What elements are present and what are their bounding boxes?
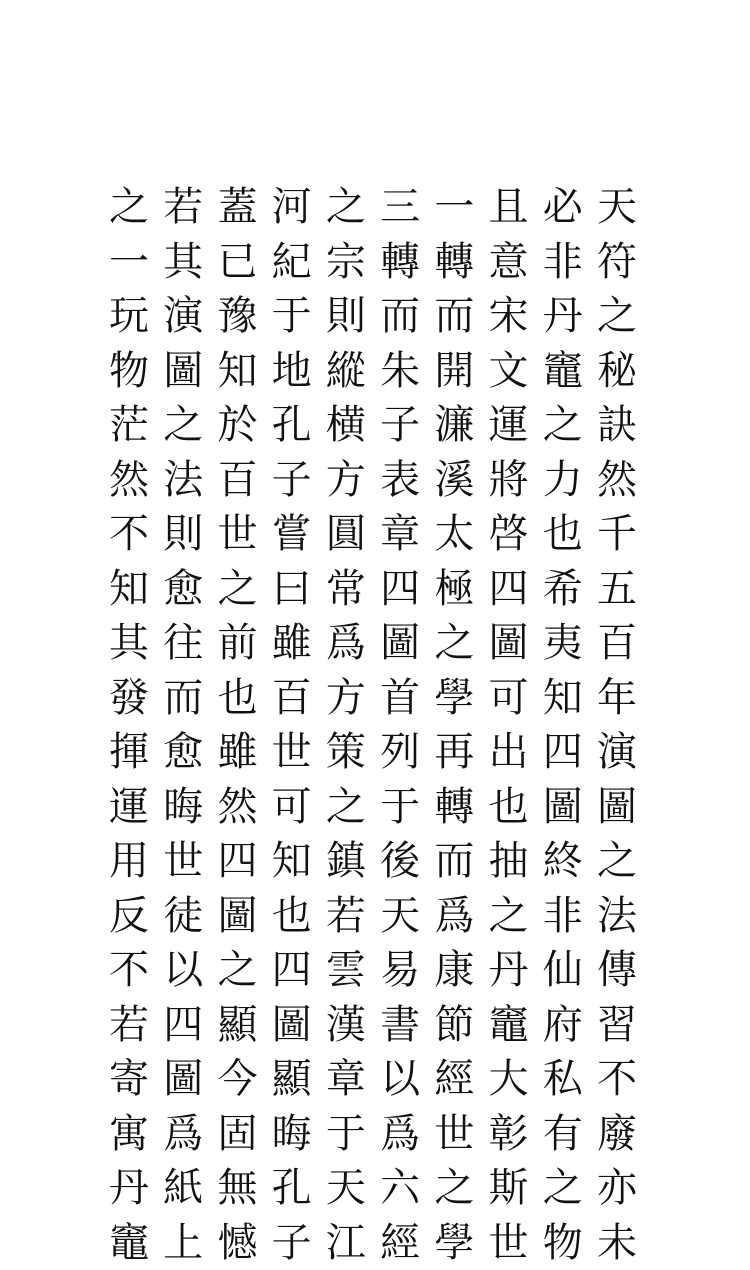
character: 圖 [374, 616, 426, 671]
character: 顯 [211, 998, 263, 1053]
character: 開 [428, 344, 480, 399]
character: 必 [537, 180, 589, 235]
character: 表 [374, 453, 426, 508]
character: 亦 [591, 1161, 643, 1216]
character: 竈 [103, 1216, 155, 1270]
character: 抽 [483, 834, 535, 889]
character: 傳 [591, 943, 643, 998]
character: 天 [374, 889, 426, 944]
character: 而 [428, 289, 480, 344]
character: 横 [320, 398, 372, 453]
character: 物 [103, 344, 155, 399]
character: 之 [320, 180, 372, 235]
character: 後 [374, 834, 426, 889]
character: 愈 [157, 725, 209, 780]
character: 出 [483, 725, 535, 780]
character: 有 [537, 1107, 589, 1162]
character: 四 [483, 562, 535, 617]
character: 斯 [483, 1161, 535, 1216]
character: 終 [537, 834, 589, 889]
character: 則 [157, 507, 209, 562]
text-column-10 [103, 180, 155, 1000]
character: 竈 [537, 344, 589, 399]
character: 鎮 [320, 834, 372, 889]
character: 法 [157, 453, 209, 508]
character: 訣 [591, 398, 643, 453]
character: 學 [428, 1216, 480, 1270]
character: 丹 [103, 1161, 155, 1216]
character: 於 [211, 398, 263, 453]
character: 濂 [428, 398, 480, 453]
text-column-4 [428, 180, 480, 1000]
character: 世 [483, 1216, 535, 1270]
character: 世 [157, 834, 209, 889]
character: 蓋 [211, 180, 263, 235]
character: 彰 [483, 1107, 535, 1162]
character: 再 [428, 725, 480, 780]
character: 不 [103, 507, 155, 562]
character: 百 [591, 616, 643, 671]
character: 晦 [157, 780, 209, 835]
character: 之 [428, 616, 480, 671]
character: 子 [266, 1216, 318, 1270]
character: 四 [374, 562, 426, 617]
character: 世 [428, 1107, 480, 1162]
character: 丹 [537, 289, 589, 344]
character: 竈 [483, 998, 535, 1053]
character: 紙 [157, 1161, 209, 1216]
character: 太 [428, 507, 480, 562]
character: 然 [591, 453, 643, 508]
character: 經 [428, 1052, 480, 1107]
character: 年 [591, 671, 643, 726]
vertical-text-block [103, 180, 643, 1000]
character: 之 [211, 562, 263, 617]
character: 豫 [211, 289, 263, 344]
character: 六 [374, 1161, 426, 1216]
character: 圖 [266, 998, 318, 1053]
character: 爲 [157, 1107, 209, 1162]
character: 學 [428, 671, 480, 726]
character: 其 [157, 235, 209, 290]
character: 若 [157, 180, 209, 235]
character: 固 [211, 1107, 263, 1162]
character: 縱 [320, 344, 372, 399]
character: 轉 [374, 235, 426, 290]
character: 不 [591, 1052, 643, 1107]
character: 天 [591, 180, 643, 235]
character: 不 [103, 943, 155, 998]
character: 可 [483, 671, 535, 726]
character: 啓 [483, 507, 535, 562]
character: 朱 [374, 344, 426, 399]
character: 三 [374, 180, 426, 235]
character: 曰 [266, 562, 318, 617]
character: 之 [211, 943, 263, 998]
character: 章 [374, 507, 426, 562]
text-column-2 [537, 180, 589, 1000]
character: 顯 [266, 1052, 318, 1107]
character: 然 [103, 453, 155, 508]
character: 雖 [211, 725, 263, 780]
character: 爲 [428, 889, 480, 944]
character: 今 [211, 1052, 263, 1107]
character: 之 [537, 398, 589, 453]
character: 之 [591, 834, 643, 889]
character: 宋 [483, 289, 535, 344]
character: 圖 [211, 889, 263, 944]
character: 私 [537, 1052, 589, 1107]
character: 寄 [103, 1052, 155, 1107]
character: 將 [483, 453, 535, 508]
character: 百 [211, 453, 263, 508]
character: 若 [103, 998, 155, 1053]
character: 紀 [266, 235, 318, 290]
character: 一 [103, 235, 155, 290]
text-column-8 [211, 180, 263, 1000]
character: 若 [320, 889, 372, 944]
character: 而 [157, 671, 209, 726]
character: 用 [103, 834, 155, 889]
character: 意 [483, 235, 535, 290]
character: 首 [374, 671, 426, 726]
character: 知 [211, 344, 263, 399]
character: 圖 [157, 1052, 209, 1107]
character: 希 [537, 562, 589, 617]
character: 圖 [157, 344, 209, 399]
character: 以 [157, 943, 209, 998]
character: 可 [266, 780, 318, 835]
character: 仙 [537, 943, 589, 998]
character: 世 [211, 507, 263, 562]
character: 也 [266, 889, 318, 944]
character: 之 [591, 289, 643, 344]
character: 茫 [103, 398, 155, 453]
character: 憾 [211, 1216, 263, 1270]
character: 子 [266, 453, 318, 508]
character: 四 [157, 998, 209, 1053]
character: 一 [428, 180, 480, 235]
text-column-7 [266, 180, 318, 1000]
character: 方 [320, 671, 372, 726]
character: 之 [320, 780, 372, 835]
character: 雲 [320, 943, 372, 998]
character: 書 [374, 998, 426, 1053]
character: 于 [320, 1107, 372, 1162]
character: 揮 [103, 725, 155, 780]
character: 法 [591, 889, 643, 944]
character: 列 [374, 725, 426, 780]
character: 轉 [428, 780, 480, 835]
character: 演 [157, 289, 209, 344]
character: 圖 [483, 616, 535, 671]
character: 之 [157, 398, 209, 453]
character: 知 [537, 671, 589, 726]
character: 嘗 [266, 507, 318, 562]
character: 方 [320, 453, 372, 508]
character: 上 [157, 1216, 209, 1270]
character: 未 [591, 1216, 643, 1270]
text-column-5 [374, 180, 426, 1000]
character: 之 [103, 180, 155, 235]
text-column-3 [483, 180, 535, 1000]
character: 常 [320, 562, 372, 617]
text-column-1 [591, 180, 643, 1000]
character: 也 [483, 780, 535, 835]
character: 前 [211, 616, 263, 671]
text-column-9 [157, 180, 209, 1000]
character: 天 [320, 1161, 372, 1216]
character: 百 [266, 671, 318, 726]
character: 發 [103, 671, 155, 726]
character: 四 [537, 725, 589, 780]
character: 四 [266, 943, 318, 998]
character: 江 [320, 1216, 372, 1270]
character: 于 [374, 780, 426, 835]
character: 爲 [320, 616, 372, 671]
character: 大 [483, 1052, 535, 1107]
character: 丹 [483, 943, 535, 998]
character: 然 [211, 780, 263, 835]
character: 四 [211, 834, 263, 889]
character: 文 [483, 344, 535, 399]
character: 無 [211, 1161, 263, 1216]
character: 孔 [266, 1161, 318, 1216]
character: 非 [537, 889, 589, 944]
character: 于 [266, 289, 318, 344]
character: 以 [374, 1052, 426, 1107]
character: 且 [483, 180, 535, 235]
character: 已 [211, 235, 263, 290]
character: 往 [157, 616, 209, 671]
character: 圖 [591, 780, 643, 835]
character: 轉 [428, 235, 480, 290]
character: 非 [537, 235, 589, 290]
character: 河 [266, 180, 318, 235]
character: 知 [266, 834, 318, 889]
character: 玩 [103, 289, 155, 344]
character: 溪 [428, 453, 480, 508]
character: 經 [374, 1216, 426, 1270]
character: 五 [591, 562, 643, 617]
text-column-6 [320, 180, 372, 1000]
character: 物 [537, 1216, 589, 1270]
character: 也 [537, 507, 589, 562]
character: 千 [591, 507, 643, 562]
character: 世 [266, 725, 318, 780]
character: 圖 [537, 780, 589, 835]
character: 府 [537, 998, 589, 1053]
character: 爲 [374, 1107, 426, 1162]
character: 習 [591, 998, 643, 1053]
character: 雖 [266, 616, 318, 671]
character: 節 [428, 998, 480, 1053]
character: 符 [591, 235, 643, 290]
character: 也 [211, 671, 263, 726]
character: 秘 [591, 344, 643, 399]
character: 愈 [157, 562, 209, 617]
character: 而 [428, 834, 480, 889]
character: 夷 [537, 616, 589, 671]
character: 宗 [320, 235, 372, 290]
character: 孔 [266, 398, 318, 453]
character: 演 [591, 725, 643, 780]
character: 知 [103, 562, 155, 617]
character: 易 [374, 943, 426, 998]
character: 運 [103, 780, 155, 835]
character: 子 [374, 398, 426, 453]
character: 廢 [591, 1107, 643, 1162]
character: 之 [428, 1161, 480, 1216]
character: 圓 [320, 507, 372, 562]
character: 其 [103, 616, 155, 671]
character: 策 [320, 725, 372, 780]
character: 之 [483, 889, 535, 944]
character: 地 [266, 344, 318, 399]
character: 漢 [320, 998, 372, 1053]
character: 力 [537, 453, 589, 508]
character: 極 [428, 562, 480, 617]
character: 寓 [103, 1107, 155, 1162]
character: 之 [537, 1161, 589, 1216]
character: 章 [320, 1052, 372, 1107]
character: 反 [103, 889, 155, 944]
character: 運 [483, 398, 535, 453]
character: 晦 [266, 1107, 318, 1162]
character: 徒 [157, 889, 209, 944]
character: 而 [374, 289, 426, 344]
character: 康 [428, 943, 480, 998]
character: 則 [320, 289, 372, 344]
